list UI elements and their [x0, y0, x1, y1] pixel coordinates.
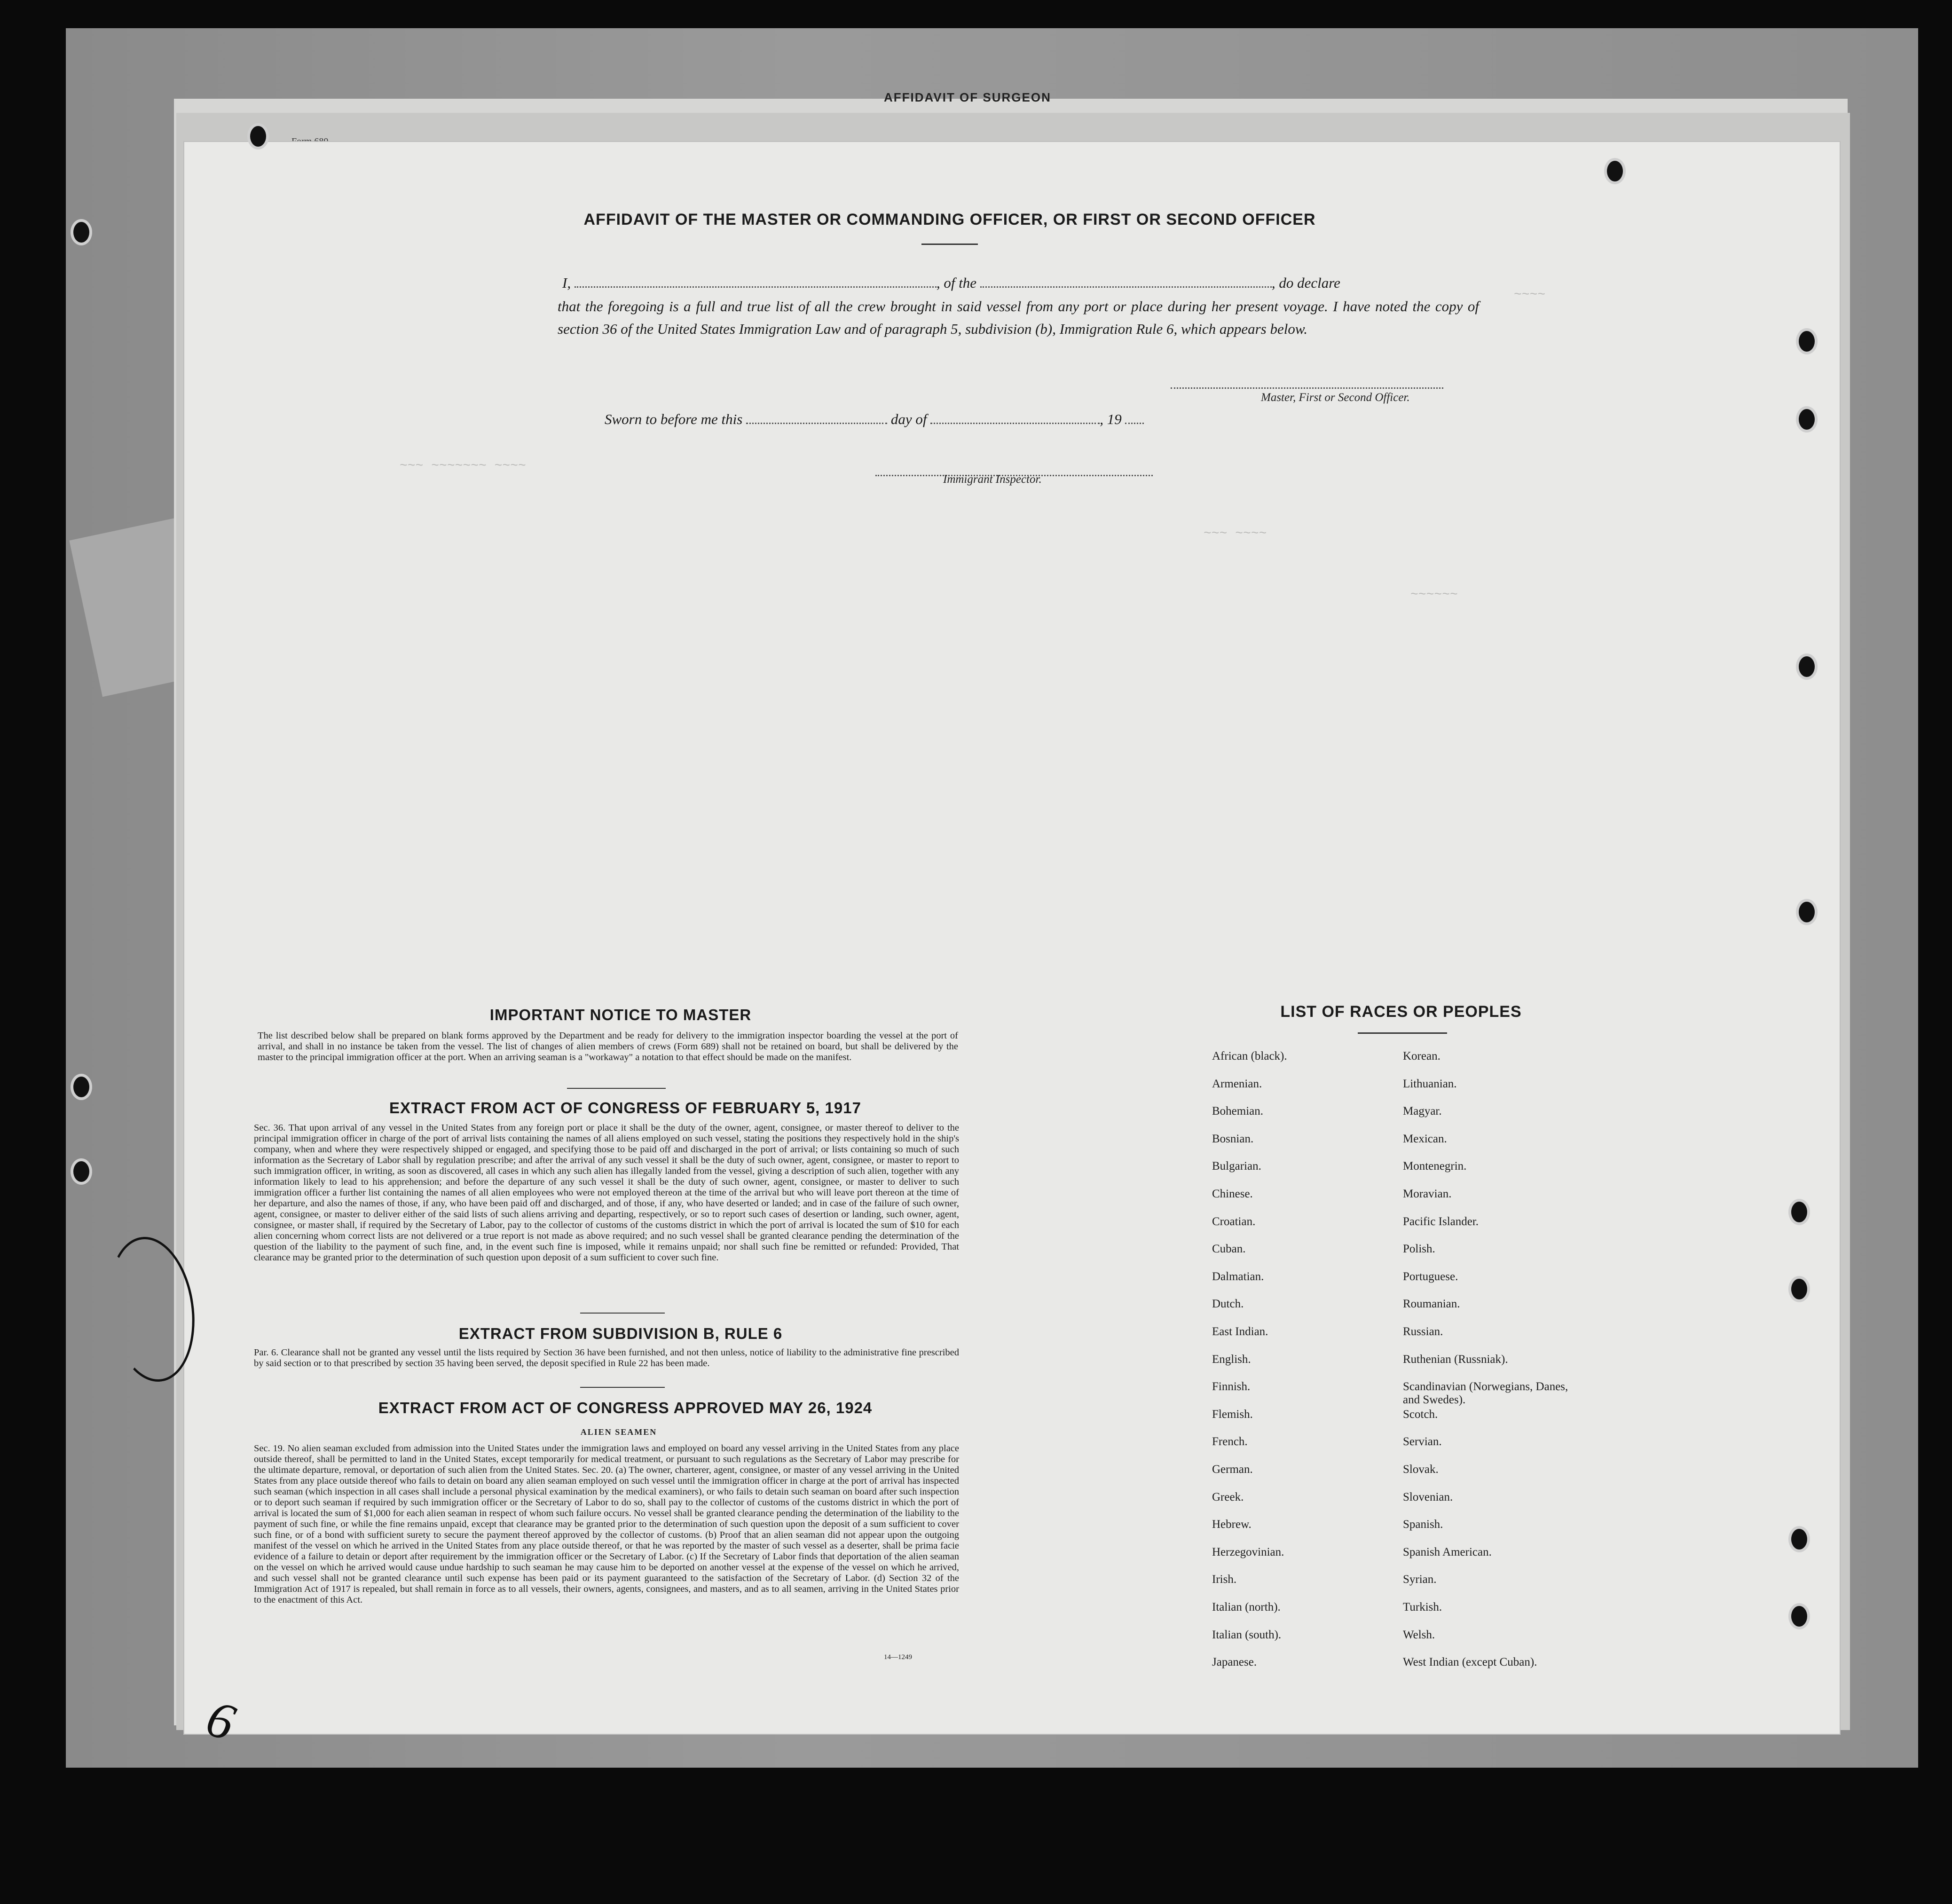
binder-hole: [1799, 331, 1815, 352]
binder-hole: [1791, 1202, 1807, 1222]
race-item: East Indian.: [1212, 1325, 1268, 1338]
binder-hole: [1799, 656, 1815, 677]
race-item: Bohemian.: [1212, 1105, 1264, 1118]
race-item: West Indian (except Cuban).: [1403, 1656, 1537, 1669]
affidavit-body: that the foregoing is a full and true list of all the crew brought in said vessel from any port or place during her present voyage. I have noted the copy of section 36 of the United States Immigration Law and of paragraph 5, subdivision (b), Immigration Rule 6, which appears below.: [558, 298, 1479, 337]
race-item: Dutch.: [1212, 1298, 1244, 1311]
master-signature-blank[interactable]: [1171, 378, 1443, 389]
race-item: African (black).: [1212, 1050, 1287, 1062]
race-item: Bosnian.: [1212, 1132, 1254, 1145]
race-item: Polish.: [1403, 1243, 1435, 1256]
bleed-through-mark: ~~~ ~~~~: [1204, 527, 1267, 541]
race-item: Mexican.: [1403, 1132, 1447, 1145]
race-item: Moravian.: [1403, 1188, 1452, 1200]
race-item: Croatian.: [1212, 1215, 1256, 1228]
race-item: Magyar.: [1403, 1105, 1442, 1118]
extract-1917-text: Sec. 36. That upon arrival of any vessel in the United States from any foreign port or place it shall be the duty of the owner, agent, consignee, or master thereof to deliver to the principal immigration officer in charge of the port of arrival lists containing the names of all aliens employed on such vessel, stating the positions they respectively hold in the ship's company, when and where they were respectively shipped or engaged, and specifying those to be paid off and discharged in the port of arrival; or lists containing so much of such information as the Secretary of Labor shall by regulation prescribe; and after the arrival of any such vessel it shall be the duty of such owner, agent, consignee, or master to report to such immigration officer, in writing, as soon as discovered, all cases in which any such alien has illegally landed from the vessel, giving a description of such alien, together with any information likely to lead to his apprehension; and before the departure of any such vessel it shall be the duty of such owner, agent, consignee, or master to deliver to such immigration officer a further list containing the names of all alien employees who were not employed thereon at the time of the arrival but who will leave port thereon at the time of her departure, and also the names of those, if any, who have been paid off and discharged, and of those, if any, who have deserted or landed; and in case of the failure of such owner, agent, consignee, or master to deliver either of the said lists of such aliens arriving and departing, respectively, or so to report such cases of desertion or landing, such owner, agent, consignee, or master shall, if required by the Secretary of Labor, pay to the collector of customs of the customs district in which the port of arrival is located the sum of $10 for each alien concerning whom correct lists are not delivered or a true report is not made as above required; and no such vessel shall be granted clearance pending the determination of the question of the liability to the payment of such fine, and, in the event such fine is imposed, while it remains unpaid; nor shall such fine be remitted or refunded: Provided, That clearance may be granted prior to the determination of such question upon deposit of a sum sufficient to cover such fine.: [254, 1123, 959, 1263]
race-item: Cuban.: [1212, 1243, 1246, 1256]
extract-1924-text: Sec. 19. No alien seaman excluded from admission into the United States under the immigration laws and employed on board any vessel arriving in the United States from any place outside thereof, shall be permitted to land in the United States, except temporarily for medical treatment, or pursuant to such regulations as the Secretary of Labor may prescribe for the ultimate departure, removal, or deportation of such alien from the United States. Sec. 20. (a) The owner, charterer, agent, consignee, or master of any vessel arriving in the United States from any place outside thereof who fails to detain on board any alien seaman employed on such vessel until the immigration officer in charge at the port of arrival has inspected such seaman (which inspection in all cases shall include a personal physical examination by the medical examiners), or who fails to detain such seaman on board after such inspection or to deport such seaman if required by such immigration officer or the Secretary of Labor to do so, shall pay to the collector of customs of the customs district in which the port of arrival is located the sum of $1,000 for each alien seaman in respect of whom such failure occurs. No vessel shall be granted clearance pending the determination of the liability to the payment of such fine, or while the fine remains unpaid, except that clearance may be granted prior to the determination of such question upon the deposit of a sum sufficient to cover such fine, or of a bond with sufficient surety to secure the payment thereof approved by the collector of customs. (b) Proof that an alien seaman did not appear upon the outgoing manifest of the vessel on which he arrived in the United States from any place outside thereof, or that he was reported by the master of such vessel as a deserter, shall be prima facie evidence of a failure to detain or deport after requirement by the immigration officer or the Secretary of Labor. (c) If the Secretary of Labor finds that deportation of the alien seaman on the vessel on which he arrived would cause undue hardship to such seaman he may cause him to be deported on another vessel at the expense of the vessel on which he arrived, and such vessel shall not be granted clearance until such expense has been paid or its payment guaranteed to the satisfaction of the Secretary of Labor. (d) Section 32 of the Immigration Act of 1917 is repealed, but shall remain in force as to all vessels, their owners, agents, consignees, and masters, and as to all seamen, arriving in the United States prior to the enactment of this Act.: [254, 1443, 959, 1605]
race-item: Lithuanian.: [1403, 1077, 1457, 1090]
notice-rule: [567, 1088, 666, 1089]
declaration-line: [562, 275, 1340, 291]
binder-hole: [73, 1077, 89, 1097]
print-code: 14—1249: [884, 1653, 912, 1661]
declaration-of-the: , of the: [936, 275, 977, 291]
binder-hole: [1607, 161, 1623, 181]
race-item: Chinese.: [1212, 1188, 1253, 1200]
race-item: Bulgarian.: [1212, 1160, 1261, 1173]
master-caption: Master, First or Second Officer.: [1261, 391, 1410, 404]
inspector-caption: Immigrant Inspector.: [943, 473, 1042, 486]
race-item: Scandinavian (Norwegians, Danes, and Swedes).: [1403, 1380, 1568, 1407]
name-blank[interactable]: [575, 277, 937, 288]
binder-hole: [1791, 1279, 1807, 1299]
race-item: Russian.: [1403, 1325, 1443, 1338]
race-item: Finnish.: [1212, 1380, 1251, 1393]
notice-text: The list described below shall be prepared on blank forms approved by the Department and be ready for delivery to the immigration inspector boarding the vessel at the port of arrival, and shall in no instance be taken from the vessel. The list of changes of alien members of crews (Form 689) shall not be retained on board, but shall be delivered by the master to the principal immigration officer at the port. When an arriving seaman is a "workaway" a notation to that effect should be made on the manifest.: [258, 1031, 958, 1062]
title-rule: [921, 244, 978, 245]
extract-1917-rule: [580, 1313, 665, 1314]
extract-1924-title: EXTRACT FROM ACT OF CONGRESS APPROVED MAY 26, 1924: [378, 1399, 873, 1416]
race-item: English.: [1212, 1353, 1251, 1366]
race-item: Scotch.: [1403, 1408, 1438, 1421]
binder-hole: [1791, 1529, 1807, 1550]
handwritten-page-number: 6: [199, 1689, 242, 1752]
race-item: Servian.: [1403, 1435, 1442, 1448]
race-item: French.: [1212, 1435, 1248, 1448]
binder-hole: [1799, 902, 1815, 922]
binder-hole: [1799, 409, 1815, 430]
race-item: Pacific Islander.: [1403, 1215, 1479, 1228]
race-item: Roumanian.: [1403, 1298, 1460, 1311]
race-item: Slovak.: [1403, 1463, 1439, 1476]
race-item: Portuguese.: [1403, 1270, 1458, 1283]
race-item: Montenegrin.: [1403, 1160, 1467, 1173]
race-item: Turkish.: [1403, 1601, 1442, 1613]
binder-hole: [73, 1161, 89, 1182]
sworn-line: [605, 411, 1144, 428]
affidavit-title: AFFIDAVIT OF THE MASTER OR COMMANDING OFFICER, OR FIRST OR SECOND OFFICER: [583, 211, 1316, 228]
bleed-through-mark: ~~~ ~~~~~~~ ~~~~: [400, 459, 526, 473]
vessel-blank[interactable]: [980, 277, 1272, 288]
underlay-heading: AFFIDAVIT OF SURGEON: [884, 90, 1051, 104]
binder-hole: [73, 222, 89, 243]
declaration-declare: , do declare: [1271, 275, 1340, 291]
race-item: Syrian.: [1403, 1573, 1437, 1586]
races-title: LIST OF RACES OR PEOPLES: [1280, 1003, 1522, 1021]
race-item: Japanese.: [1212, 1656, 1257, 1669]
race-item: Herzegovinian.: [1212, 1545, 1284, 1558]
sworn-year: , 19: [1100, 411, 1122, 427]
sworn-month-blank[interactable]: [930, 413, 1100, 424]
bleed-through-mark: ~~~~: [1514, 288, 1546, 302]
race-item: Greek.: [1212, 1490, 1244, 1503]
race-item: German.: [1212, 1463, 1253, 1476]
bleed-through-mark: ~~~~~~: [1410, 588, 1458, 602]
sworn-year-blank[interactable]: [1125, 413, 1144, 424]
declaration-start: I,: [562, 275, 571, 291]
race-item: Spanish American.: [1403, 1545, 1492, 1558]
race-item: Italian (south).: [1212, 1628, 1282, 1641]
race-item: Hebrew.: [1212, 1518, 1251, 1531]
race-item: Armenian.: [1212, 1077, 1262, 1090]
extract-rule6-rule: [580, 1387, 665, 1388]
race-item: Ruthenian (Russniak).: [1403, 1353, 1508, 1366]
extract-rule6-text: Par. 6. Clearance shall not be granted any vessel until the lists required by Section 36 have been furnished, and not then unless, notice of liability to the administrative fine prescribed by said section or to that prescribed by section 35 having been served, the deposit specified in Rule 22 has been made.: [254, 1347, 959, 1369]
race-item: Dalmatian.: [1212, 1270, 1264, 1283]
races-rule: [1358, 1032, 1447, 1034]
race-item: Spanish.: [1403, 1518, 1443, 1531]
sworn-start: Sworn to before me this: [605, 411, 743, 427]
notice-title: IMPORTANT NOTICE TO MASTER: [489, 1006, 752, 1023]
race-item: Korean.: [1403, 1050, 1440, 1062]
race-item: Slovenian.: [1403, 1490, 1453, 1503]
extract-rule6-title: EXTRACT FROM SUBDIVISION B, RULE 6: [458, 1325, 783, 1342]
binder-hole: [1791, 1606, 1807, 1627]
sworn-day-blank[interactable]: [746, 413, 887, 424]
race-item: Flemish.: [1212, 1408, 1253, 1421]
race-item: Welsh.: [1403, 1628, 1435, 1641]
extract-1924-subtitle: ALIEN SEAMEN: [580, 1427, 657, 1437]
extract-1917-title: EXTRACT FROM ACT OF CONGRESS OF FEBRUARY 5, 1917: [389, 1099, 861, 1117]
race-item: Irish.: [1212, 1573, 1237, 1586]
binder-hole: [250, 126, 266, 147]
sworn-day: day of: [890, 411, 927, 427]
race-item: Italian (north).: [1212, 1601, 1281, 1613]
